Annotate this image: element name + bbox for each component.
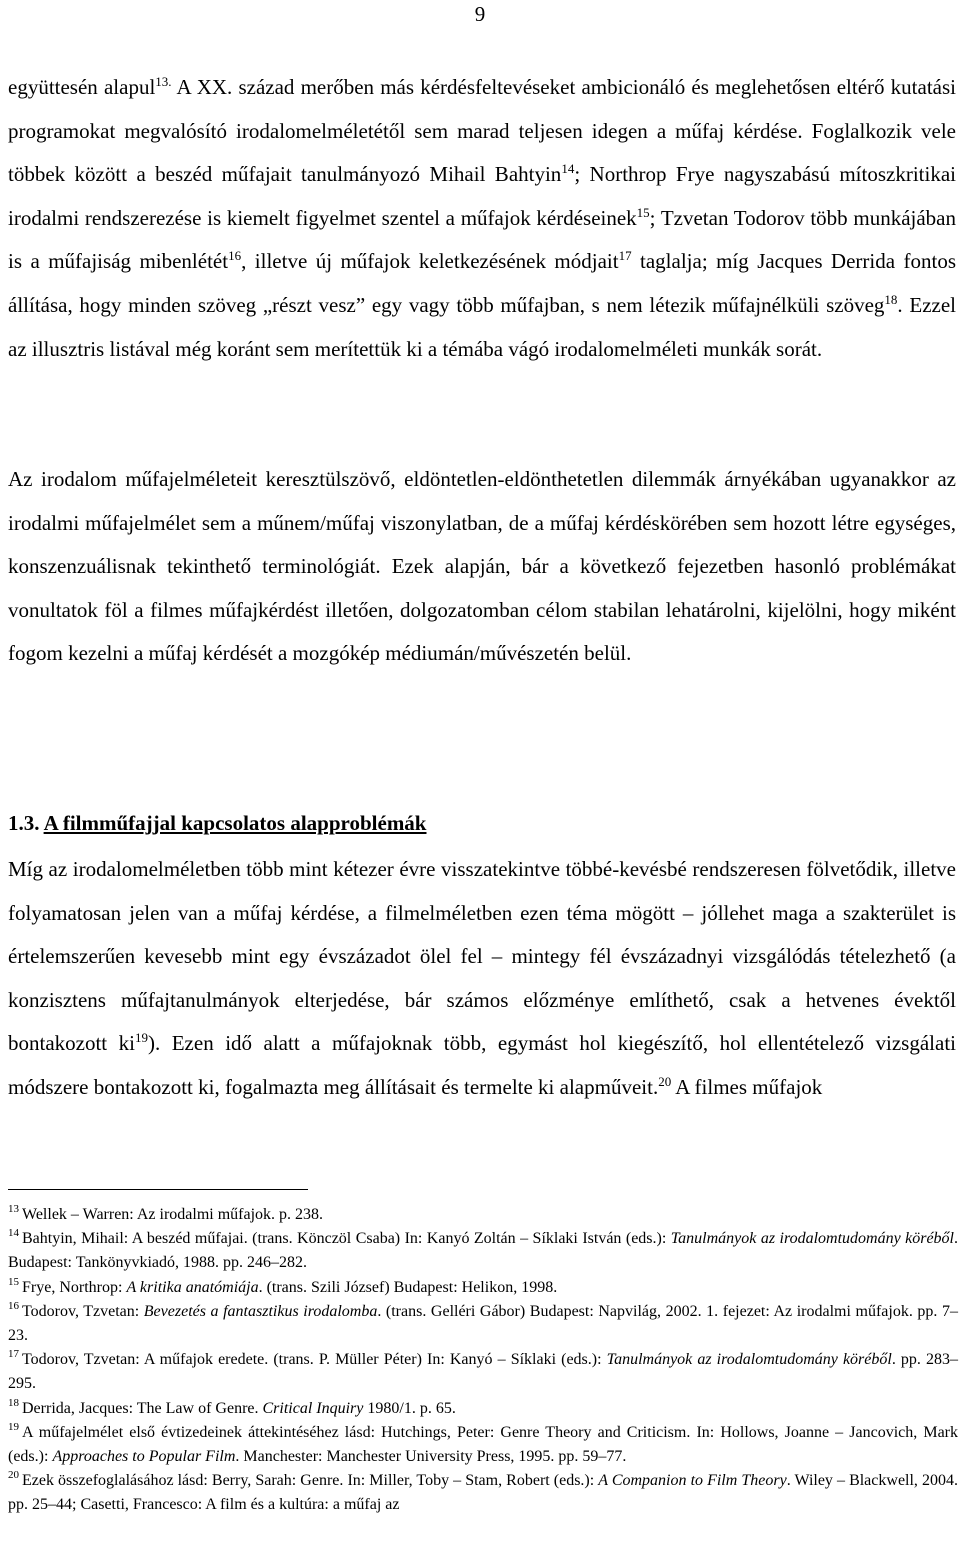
footnote-title: Critical Inquiry <box>262 1399 364 1417</box>
footnote <box>8 1203 958 1227</box>
text-span: ; Tzvetan Todorov több munkájában is a műfajiság mibenlétét <box>8 205 956 274</box>
footnote-text: Ezek összefoglalásához lásd: Berry, Sarah: Genre. In: Miller, Toby – Stam, Robert (eds.): <box>22 1472 599 1490</box>
footnote-number: 20 <box>8 1469 19 1482</box>
footnote-text: . (trans. Gelléri Gábor) Budapest: Napvilág, 2002. 1. fejezet: Az irodalmi műfajok. pp. 7–23. <box>8 1302 958 1345</box>
section-number: 1.3. <box>8 811 40 835</box>
text-span: Míg az irodalomelméletben több mint kétezer évre visszatekintve többé-kevésbé rendszeresen fölvetődik, illetve folyamatosan jelen van a műfaj kérdése, a filmelméletben ezen téma mögött – jóllehet maga a szakterület is értelemszerűen kevesebb mint egy évszázadot ölel fel – mintegy fél évszázadnyi vizsgálódás tételezhető (a konzisztens műfajtanulmányok elterjedése, bár számos előzménye említhető, csak a hetvenes évektől bontakozott ki <box>8 857 956 1056</box>
footnote-title: Approaches to Popular Film <box>52 1448 236 1466</box>
footnote-title: Tanulmányok az irodalomtudomány köréből <box>670 1230 954 1248</box>
footnote-text: Todorov, Tzvetan: <box>22 1302 144 1320</box>
text-span: A XX. század merőben más kérdésfeltevéseket ambicionáló és meglehetősen eltérő kutatási programokat megvalósító irodalomelméletétől sem marad teljesen idegen a műfaj kérdése. Foglalkozik vele többek között a beszéd műfajait tanulmányozó Mihail Bahtyin <box>8 75 956 187</box>
footnote-title: A kritika anatómiája <box>126 1278 259 1296</box>
footnote-text: . Wiley – Blackwell, 2004. pp. 25–44; Casetti, Francesco: A film és a kultúra: a műfaj az <box>8 1472 958 1514</box>
text-span: ). Ezen idő alatt a műfajoknak több, egymást hol kiegészítő, hol ellentételező vizsgálati módszere bontakozott ki, fogalmazta meg állításait és termelte ki alapműveit. <box>8 1031 956 1099</box>
footnote-text: . (trans. Szili József) Budapest: Helikon, 1998. <box>258 1278 558 1296</box>
footnote <box>8 1276 958 1300</box>
footnote <box>8 1227 958 1275</box>
section-heading <box>8 811 427 836</box>
footnote-text: A műfajelmélet első évtizedeinek áttekintéséhez lásd: Hutchings, Peter: Genre Theory and Criticism. In: Hollows, Joanne – Jancovich, Mark (eds.): <box>8 1423 958 1466</box>
footnote-title: Bevezetés a fantasztikus irodalomba <box>143 1302 378 1320</box>
footnote-number: 19 <box>8 1420 19 1433</box>
text-span: együttesén alapul <box>8 75 156 99</box>
body-paragraph-3 <box>8 848 956 1110</box>
footnote-ref-20[interactable]: 20 <box>658 1073 672 1089</box>
footnote-ref-18[interactable]: 18 <box>884 291 898 307</box>
text-span: . Ezzel az illusztris listával még koránt sem merítettük ki a témába vágó irodalomelméleti munkák sorát. <box>8 292 956 361</box>
footnote-text: Wellek – Warren: Az irodalmi műfajok. p. 238. <box>22 1206 324 1223</box>
footnote-title: A Companion to Film Theory <box>598 1472 787 1490</box>
page-number: 9 <box>474 2 486 26</box>
text-span: ; Northrop Frye nagyszabású mítoszkritikai irodalmi rendszerezése is kiemelt figyelmet szentel a műfajok kérdéseinek <box>8 162 956 230</box>
footnote-number: 15 <box>8 1275 19 1288</box>
footnote-ref-15[interactable]: 15 <box>636 204 650 220</box>
footnote-number: 13 <box>8 1203 19 1215</box>
footnote-text: . Manchester: Manchester University Press, 1995. pp. 59–77. <box>235 1448 627 1466</box>
footnote-number: 16 <box>8 1299 19 1312</box>
footnote <box>8 1397 958 1421</box>
footnote-ref-19[interactable]: 19 <box>134 1030 148 1046</box>
footnote-text: Bahtyin, Mihail: A beszéd műfajai. (trans. Könczöl Csaba) In: Kanyó Zoltán – Síklaki István (eds.): <box>22 1230 671 1248</box>
footnote-text: 1980/1. p. 65. <box>363 1399 456 1417</box>
footnote-ref-17[interactable]: 17 <box>618 248 632 264</box>
footnote <box>8 1348 958 1396</box>
footnote-title: Tanulmányok az irodalomtudomány köréből <box>606 1351 892 1369</box>
footnote-number: 14 <box>8 1227 19 1240</box>
footnote <box>8 1300 958 1348</box>
text-span: taglalja; míg Jacques Derrida fontos állítása, hogy minden szöveg „részt vesz” egy vagy több műfajban, s nem létezik műfajnélküli szöveg <box>8 249 956 317</box>
footnote-text: . pp. 283–295. <box>8 1351 959 1393</box>
footnote-divider <box>8 1189 308 1190</box>
text-span: A filmes műfajok <box>671 1074 823 1099</box>
footnote-text: Todorov, Tzvetan: A műfajok eredete. (trans. P. Müller Péter) In: Kanyó – Síklaki (eds.): <box>22 1351 607 1369</box>
text-span: , illetve új műfajok keletkezésének módjait <box>241 249 619 274</box>
footnote-text: Frye, Northrop: <box>22 1278 127 1296</box>
section-title: A filmműfajjal kapcsolatos alapproblémák <box>43 811 427 835</box>
footnote-text: Derrida, Jacques: The Law of Genre. <box>22 1399 263 1417</box>
footnote-ref-13[interactable]: 13. <box>155 74 172 89</box>
body-paragraph-1 <box>8 66 956 371</box>
footnote-number: 17 <box>8 1348 19 1361</box>
footnote-text: . Budapest: Tankönyvkiadó, 1988. pp. 246–282. <box>8 1230 958 1272</box>
footnote-number: 18 <box>8 1396 19 1409</box>
body-paragraph-2: Az irodalom műfajelméleteit keresztülszövő, eldöntetlen-eldönthetetlen dilemmák árnyékában ugyanakkor az irodalmi műfajelmélet sem a műnem/műfaj viszonylatban, de a műfaj kérdéskörében sem hozott létre egységes, konszenzuálisnak tekinthető terminológiát. Ezek alapján, bár a következő fejezetben hasonló problémákat vonultatok föl a filmes műfajkérdést illetően, dolgozatomban célom stabilan lehatárolni, kijelölni, hogy miként fogom kezelni a műfaj kérdését a mozgókép médiumán/művészetén belül. <box>8 467 956 666</box>
footnote-ref-16[interactable]: 16 <box>228 248 242 264</box>
footnote <box>8 1421 958 1469</box>
footnote-ref-14[interactable]: 14 <box>561 161 575 177</box>
footnotes <box>8 1203 958 1518</box>
footnote <box>8 1469 958 1517</box>
